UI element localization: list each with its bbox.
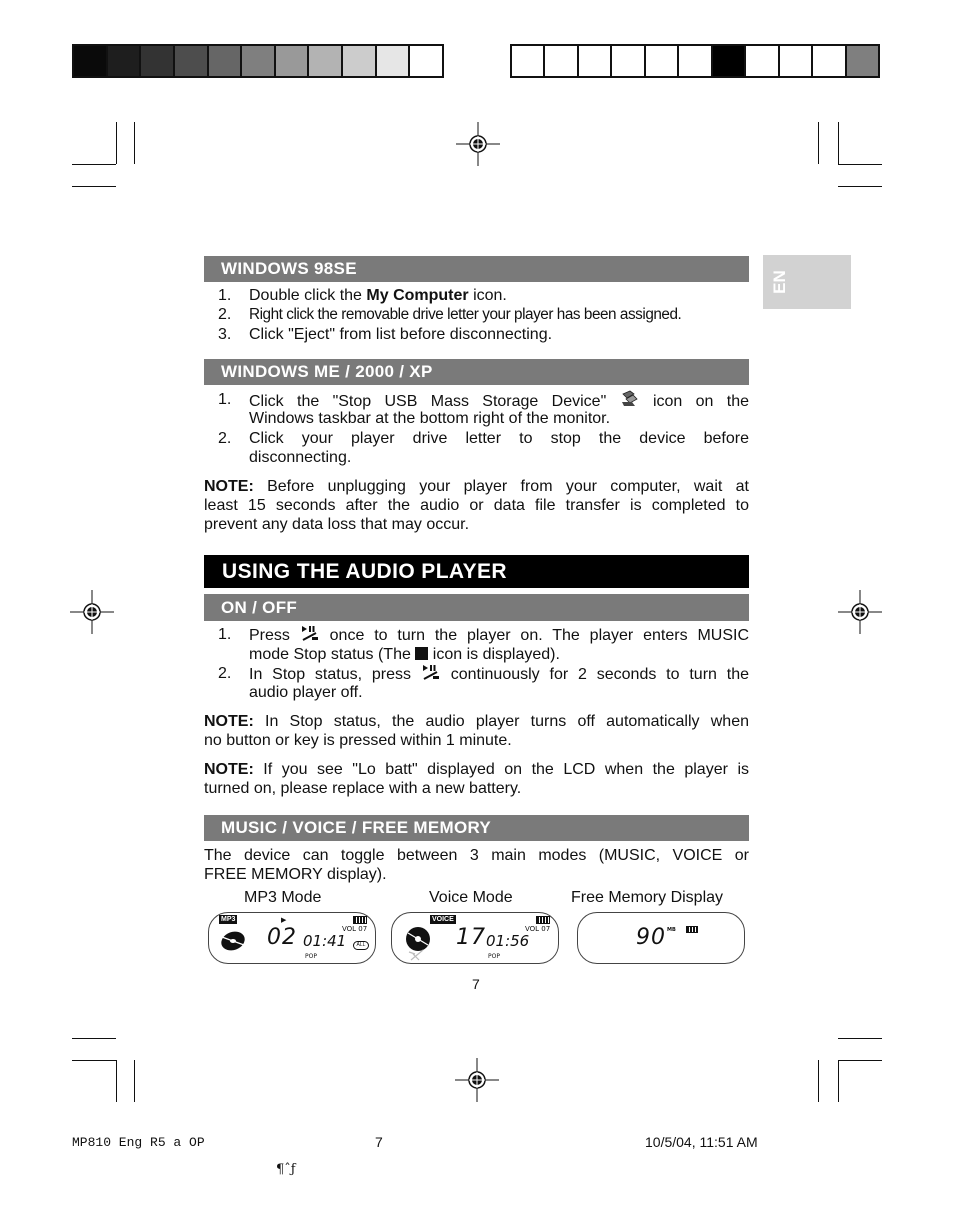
lcd-mp3-mode bbox=[208, 912, 376, 964]
free-memory-unit: MB bbox=[667, 927, 676, 933]
volume-level: VOL 07 bbox=[525, 925, 551, 933]
page-number: 7 bbox=[472, 976, 480, 992]
play-pause-power-icon bbox=[421, 664, 441, 681]
section-heading-windows-98se: WINDOWS 98SE bbox=[204, 256, 749, 282]
registration-bar bbox=[510, 44, 880, 78]
note-text: no button or key is pressed within 1 minute. bbox=[204, 732, 512, 749]
step-number: 2. bbox=[218, 665, 232, 682]
battery-icon bbox=[536, 916, 550, 924]
play-time: 01:56 bbox=[486, 932, 530, 950]
language-tab bbox=[763, 255, 851, 309]
main-heading: USING THE AUDIO PLAYER bbox=[204, 555, 749, 588]
my-computer-label: My Computer bbox=[366, 287, 469, 304]
mode-label-voice: Voice Mode bbox=[429, 889, 513, 906]
step-text-part: continuously for 2 seconds to turn the bbox=[450, 666, 749, 683]
track-number: 17 bbox=[456, 925, 486, 950]
note-text: turned on, please replace with a new battery. bbox=[204, 780, 522, 797]
stop-icon bbox=[415, 647, 428, 660]
step-number: 1. bbox=[218, 626, 232, 643]
registration-target-icon bbox=[455, 1058, 499, 1102]
intro-text: The device can toggle between 3 main modes (MUSIC, VOICE or bbox=[204, 847, 749, 864]
step-text: audio player off. bbox=[249, 684, 363, 701]
voice-badge: VOICE bbox=[432, 916, 454, 923]
step-text bbox=[249, 286, 507, 306]
battery-icon bbox=[686, 926, 698, 933]
note-text: prevent any data loss that may occur. bbox=[204, 516, 470, 533]
volume-level: VOL 07 bbox=[342, 925, 368, 933]
step-text bbox=[249, 625, 749, 646]
usb-eject-icon bbox=[620, 390, 640, 408]
section-heading-on-off: ON / OFF bbox=[204, 594, 749, 621]
eq-mode: POP bbox=[305, 953, 317, 960]
step-text-part: Click the "Stop USB Mass Storage Device" bbox=[249, 393, 607, 410]
section-heading-modes: MUSIC / VOICE / FREE MEMORY bbox=[204, 815, 749, 841]
step-text: Right click the removable drive letter your player has been assigned. bbox=[249, 306, 682, 323]
note-text: In Stop status, the audio player turns off automatically when bbox=[265, 713, 749, 730]
step-text-part: Double click the bbox=[249, 287, 367, 304]
language-tab-label: EN bbox=[770, 270, 789, 294]
note-text: least 15 seconds after the audio or data file transfer is completed to bbox=[204, 497, 749, 514]
registration-target-icon bbox=[70, 590, 114, 634]
repeat-all-icon: ALL bbox=[353, 941, 369, 950]
step-text-part: icon on the bbox=[652, 393, 750, 410]
note-paragraph bbox=[204, 477, 749, 497]
mode-label-free-memory: Free Memory Display bbox=[571, 889, 724, 906]
free-memory-value: 90 bbox=[636, 925, 666, 950]
lcd-free-memory bbox=[577, 912, 745, 964]
intro-text: FREE MEMORY display). bbox=[204, 866, 387, 883]
play-time: 01:41 bbox=[303, 932, 347, 950]
step-text-part: mode Stop status (The bbox=[249, 646, 411, 663]
step-number: 2. bbox=[218, 306, 232, 323]
eq-mode: POP bbox=[488, 953, 500, 960]
play-pause-power-icon bbox=[300, 625, 320, 642]
step-number: 2. bbox=[218, 430, 232, 447]
step-text bbox=[249, 645, 560, 665]
note-label: NOTE: bbox=[204, 761, 254, 778]
step-text-part: icon. bbox=[468, 287, 507, 304]
step-text: disconnecting. bbox=[249, 449, 352, 466]
step-text-part: once to turn the player on. The player enters MUSIC bbox=[329, 627, 750, 644]
step-text: Click "Eject" from list before disconnecting. bbox=[249, 326, 553, 343]
note-text: Before unplugging your player from your computer, wait at bbox=[267, 478, 749, 495]
note-label: NOTE: bbox=[204, 713, 254, 730]
battery-icon bbox=[353, 916, 367, 924]
mp3-badge: MP3 bbox=[221, 916, 236, 923]
footer-page: 7 bbox=[375, 1134, 383, 1150]
footer-datetime: 10/5/04, 11:51 AM bbox=[645, 1134, 758, 1150]
step-text: Click your player drive letter to stop the device before bbox=[249, 430, 749, 447]
step-number: 1. bbox=[218, 391, 232, 408]
track-number: 02 bbox=[267, 925, 297, 950]
section-heading-windows-me: WINDOWS ME / 2000 / XP bbox=[204, 359, 749, 385]
mode-label-mp3: MP3 Mode bbox=[244, 889, 322, 906]
footer-filename: MP810 Eng R5 a OP bbox=[72, 1135, 205, 1150]
disc-icon bbox=[219, 929, 247, 953]
step-text: Windows taskbar at the bottom right of the monitor. bbox=[249, 410, 611, 427]
note-paragraph bbox=[204, 712, 749, 732]
disc-icon bbox=[402, 926, 436, 962]
footer-mark: ¶ˆƒ bbox=[276, 1162, 296, 1177]
note-label: NOTE: bbox=[204, 478, 254, 495]
lcd-voice-mode bbox=[391, 912, 559, 964]
step-text-part: Press bbox=[249, 627, 290, 644]
registration-target-icon bbox=[456, 122, 500, 166]
step-number: 3. bbox=[218, 326, 232, 343]
step-text-part: icon is displayed). bbox=[432, 646, 560, 663]
step-text bbox=[249, 664, 749, 685]
step-number: 1. bbox=[218, 287, 232, 304]
gray-calibration-bar bbox=[72, 44, 444, 78]
note-text: If you see "Lo batt" displayed on the LCD when the player is bbox=[263, 761, 749, 778]
registration-target-icon bbox=[838, 590, 882, 634]
play-indicator-icon: ▶ bbox=[281, 917, 287, 924]
note-paragraph bbox=[204, 760, 749, 780]
step-text-part: In Stop status, press bbox=[249, 666, 412, 683]
